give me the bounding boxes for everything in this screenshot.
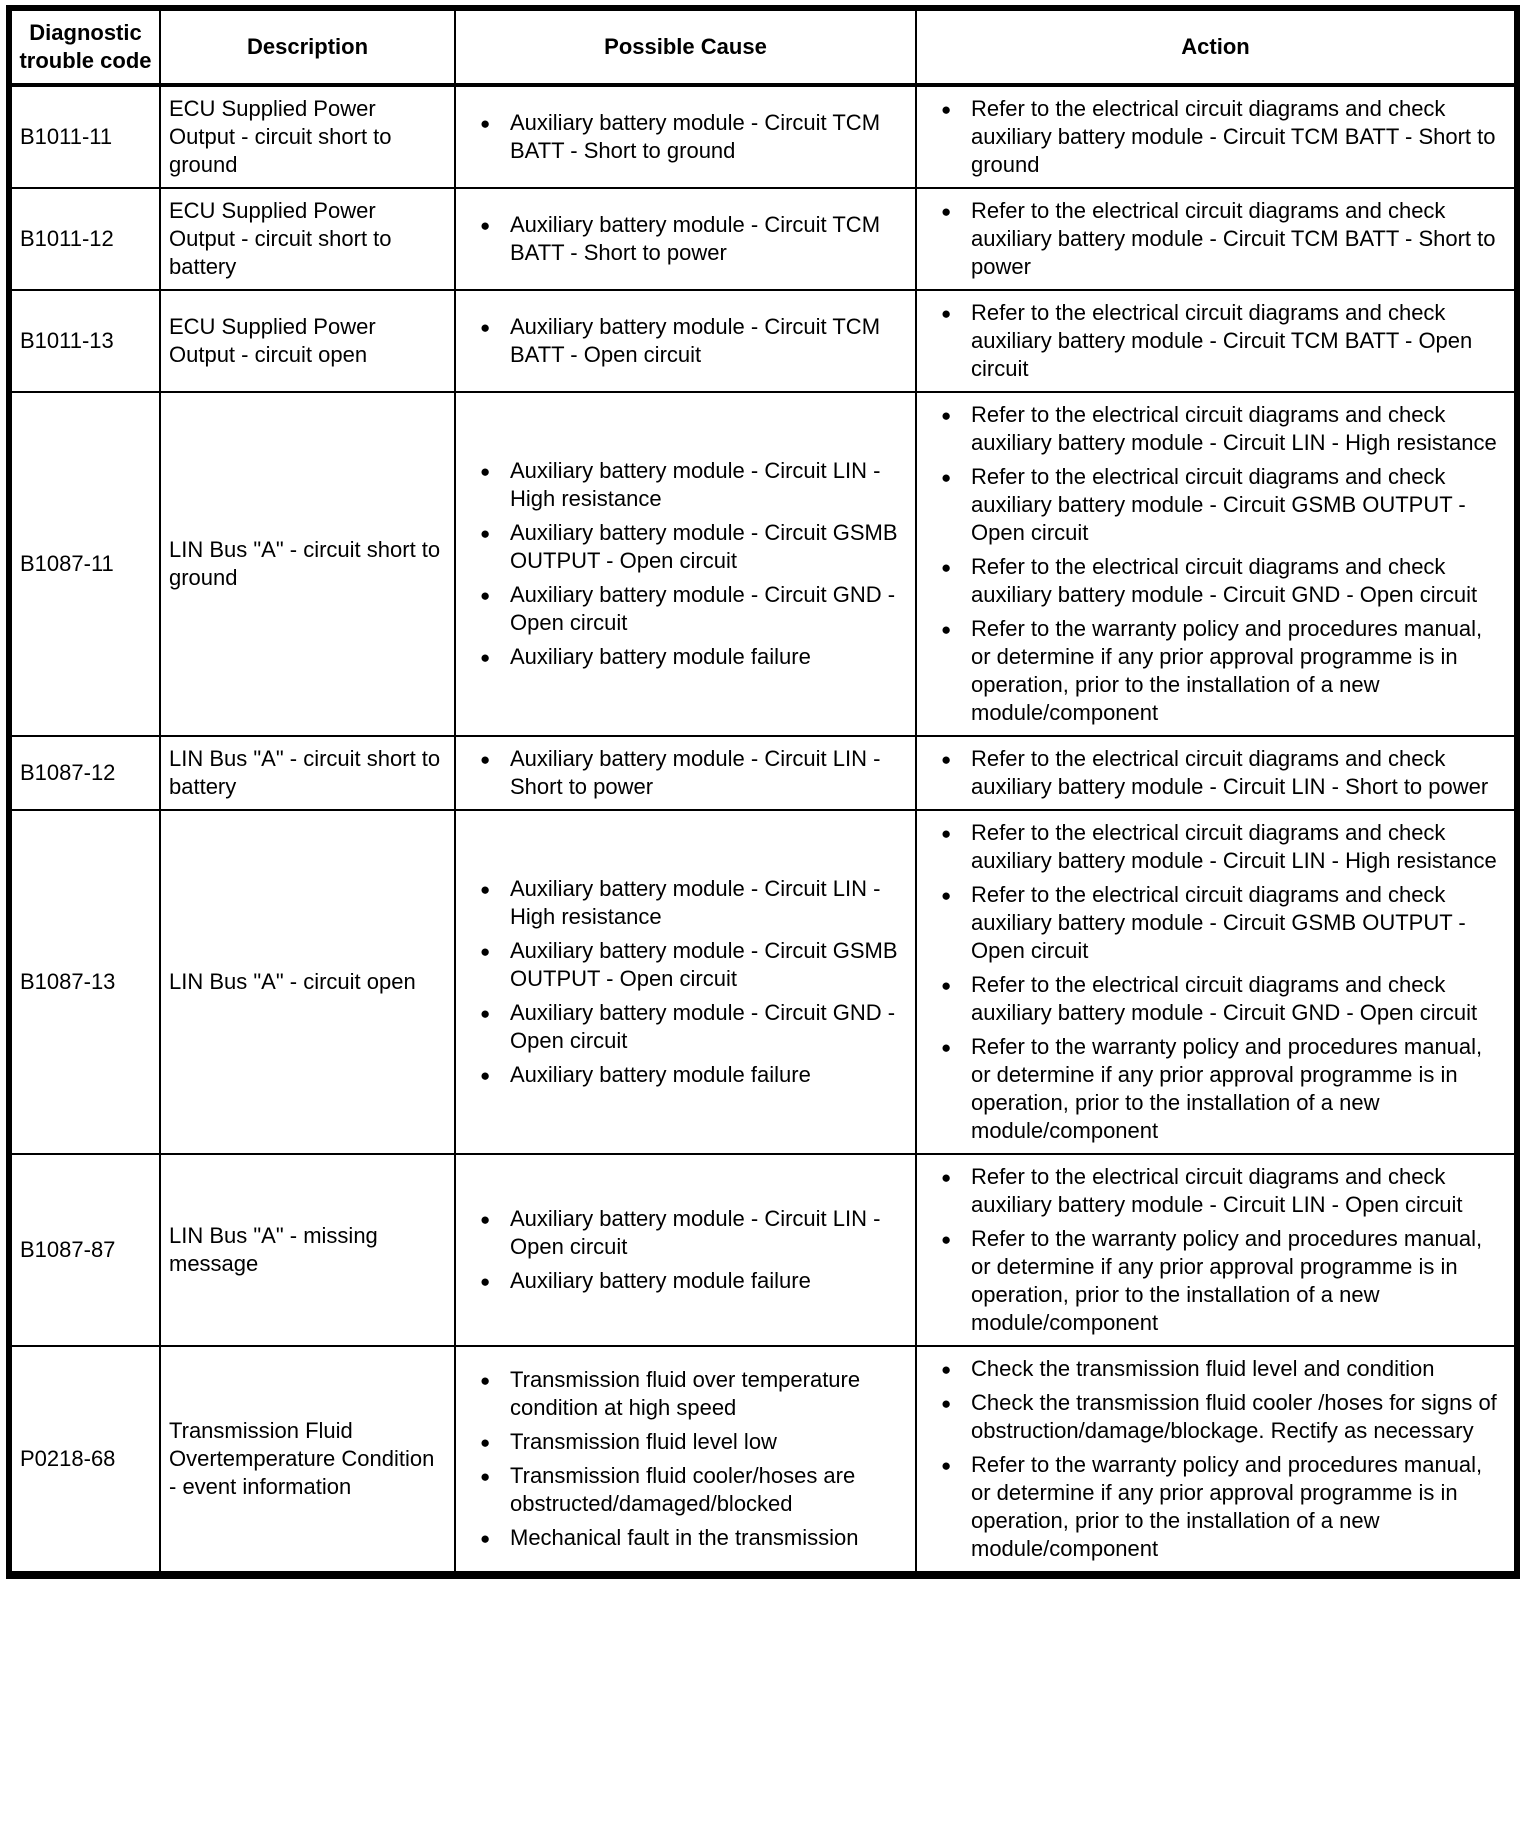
action-item-text: Refer to the warranty policy and procedures manual, or determine if any prior approval programme is in operation, prior to the installation of a new module/component [971,1034,1483,1143]
cause-item-text: Transmission fluid over temperature condition at high speed [510,1367,861,1420]
dtc-actions [916,1346,1517,1575]
action-item-text: Check the transmission fluid cooler /hoses for signs of obstruction/damage/blockage. Rectify as necessary [971,1390,1497,1443]
action-item [937,1451,1502,1563]
dtc-actions [916,810,1517,1154]
bullet-icon: ● [480,648,491,667]
cause-item [476,519,903,575]
action-item-text: Refer to the electrical circuit diagrams and check auxiliary battery module - Circuit LIN - High resistance [971,402,1497,455]
bullet-icon: ● [941,1230,952,1249]
dtc-actions [916,1154,1517,1346]
action-item [937,881,1502,965]
dtc-possible-causes [455,1346,916,1575]
action-item-text: Check the transmission fluid level and condition [971,1356,1435,1381]
header-description: Description [160,8,455,85]
cause-item-text: Auxiliary battery module failure [510,1268,811,1293]
action-list [925,1163,1506,1337]
dtc-description: LIN Bus "A" - circuit short to ground [160,392,455,736]
bullet-icon: ● [941,1394,952,1413]
cause-item [476,1267,903,1295]
action-list [925,95,1506,179]
bullet-icon: ● [480,942,491,961]
bullet-icon: ● [941,620,952,639]
cause-list [464,211,907,267]
dtc-table-body [9,85,1517,1575]
dtc-possible-causes [455,85,916,188]
bullet-icon: ● [480,524,491,543]
action-item [937,553,1502,609]
bullet-icon: ● [480,318,491,337]
cause-item [476,109,903,165]
bullet-icon: ● [941,406,952,425]
action-item-text: Refer to the electrical circuit diagrams and check auxiliary battery module - Circuit TCM BATT - Short to ground [971,96,1496,177]
cause-item [476,457,903,513]
action-item [937,1355,1502,1383]
dtc-code: P0218-68 [9,1346,160,1575]
bullet-icon: ● [941,1038,952,1057]
dtc-table-header [9,8,1517,85]
dtc-possible-causes [455,810,916,1154]
bullet-icon: ● [941,202,952,221]
bullet-icon: ● [480,114,491,133]
cause-list [464,457,907,671]
cause-item-text: Auxiliary battery module - Circuit TCM BATT - Short to power [510,212,881,265]
cause-list [464,875,907,1089]
dtc-description: ECU Supplied Power Output - circuit short to ground [160,85,455,188]
cause-item [476,745,903,801]
cause-item-text: Auxiliary battery module - Circuit GSMB OUTPUT - Open circuit [510,520,898,573]
cause-item [476,1524,903,1552]
bullet-icon: ● [480,880,491,899]
action-item-text: Refer to the electrical circuit diagrams and check auxiliary battery module - Circuit GND - Open circuit [971,972,1478,1025]
dtc-code: B1087-13 [9,810,160,1154]
dtc-possible-causes [455,736,916,810]
bullet-icon: ● [480,750,491,769]
action-item [937,819,1502,875]
action-item [937,299,1502,383]
action-list [925,401,1506,727]
table-row [9,1346,1517,1575]
cause-list [464,313,907,369]
dtc-actions [916,85,1517,188]
action-list [925,819,1506,1145]
bullet-icon: ● [941,824,952,843]
dtc-table [6,5,1520,1579]
dtc-code: B1011-13 [9,290,160,392]
dtc-code: B1011-12 [9,188,160,290]
action-item-text: Refer to the electrical circuit diagrams and check auxiliary battery module - Circuit GSMB OUTPUT - Open circuit [971,882,1466,963]
dtc-code: B1087-11 [9,392,160,736]
action-item [937,1389,1502,1445]
cause-item [476,937,903,993]
bullet-icon: ● [480,216,491,235]
bullet-icon: ● [941,1360,952,1379]
header-row [9,8,1517,85]
action-item [937,745,1502,801]
action-item-text: Refer to the electrical circuit diagrams and check auxiliary battery module - Circuit GSMB OUTPUT - Open circuit [971,464,1466,545]
bullet-icon: ● [941,468,952,487]
bullet-icon: ● [941,558,952,577]
bullet-icon: ● [941,976,952,995]
action-item [937,1033,1502,1145]
cause-list [464,1205,907,1295]
table-row [9,736,1517,810]
bullet-icon: ● [941,1168,952,1187]
action-item [937,95,1502,179]
bullet-icon: ● [941,1456,952,1475]
cause-item-text: Auxiliary battery module - Circuit GND - Open circuit [510,1000,896,1053]
action-item [937,1225,1502,1337]
action-item-text: Refer to the warranty policy and procedures manual, or determine if any prior approval programme is in operation, prior to the installation of a new module/component [971,616,1483,725]
dtc-description: LIN Bus "A" - missing message [160,1154,455,1346]
action-item [937,463,1502,547]
cause-item-text: Auxiliary battery module - Circuit GND - Open circuit [510,582,896,635]
dtc-code: B1011-11 [9,85,160,188]
cause-list [464,109,907,165]
dtc-actions [916,290,1517,392]
bullet-icon: ● [480,1371,491,1390]
dtc-code: B1087-87 [9,1154,160,1346]
action-item [937,971,1502,1027]
bullet-icon: ● [480,1529,491,1548]
table-row [9,1154,1517,1346]
dtc-possible-causes [455,1154,916,1346]
dtc-possible-causes [455,188,916,290]
cause-item-text: Auxiliary battery module failure [510,644,811,669]
action-item-text: Refer to the electrical circuit diagrams and check auxiliary battery module - Circuit LIN - Open circuit [971,1164,1463,1217]
action-item-text: Refer to the electrical circuit diagrams and check auxiliary battery module - Circuit TCM BATT - Open circuit [971,300,1473,381]
dtc-description: ECU Supplied Power Output - circuit open [160,290,455,392]
bullet-icon: ● [480,586,491,605]
action-list [925,745,1506,801]
action-list [925,197,1506,281]
table-row [9,290,1517,392]
cause-item [476,313,903,369]
dtc-actions [916,392,1517,736]
cause-item-text: Auxiliary battery module - Circuit TCM BATT - Open circuit [510,314,881,367]
bullet-icon: ● [480,1272,491,1291]
cause-item [476,875,903,931]
dtc-description: LIN Bus "A" - circuit open [160,810,455,1154]
cause-item [476,1366,903,1422]
cause-item [476,1205,903,1261]
bullet-icon: ● [941,304,952,323]
cause-list [464,745,907,801]
bullet-icon: ● [480,1004,491,1023]
action-item [937,401,1502,457]
cause-item [476,999,903,1055]
action-item-text: Refer to the warranty policy and procedures manual, or determine if any prior approval programme is in operation, prior to the installation of a new module/component [971,1452,1483,1561]
cause-item-text: Auxiliary battery module - Circuit LIN - Short to power [510,746,881,799]
cause-item-text: Auxiliary battery module failure [510,1062,811,1087]
action-list [925,299,1506,383]
dtc-actions [916,736,1517,810]
dtc-code: B1087-12 [9,736,160,810]
action-item-text: Refer to the electrical circuit diagrams and check auxiliary battery module - Circuit LIN - Short to power [971,746,1489,799]
dtc-description: Transmission Fluid Overtemperature Condition - event information [160,1346,455,1575]
action-item-text: Refer to the electrical circuit diagrams and check auxiliary battery module - Circuit GND - Open circuit [971,554,1478,607]
dtc-possible-causes [455,392,916,736]
cause-item-text: Auxiliary battery module - Circuit GSMB OUTPUT - Open circuit [510,938,898,991]
bullet-icon: ● [480,1433,491,1452]
action-item [937,197,1502,281]
header-diagnostic-trouble-code: Diagnostic trouble code [9,8,160,85]
table-row [9,810,1517,1154]
action-item [937,1163,1502,1219]
cause-item-text: Auxiliary battery module - Circuit LIN - High resistance [510,458,881,511]
action-item-text: Refer to the electrical circuit diagrams and check auxiliary battery module - Circuit TCM BATT - Short to power [971,198,1496,279]
bullet-icon: ● [480,1066,491,1085]
cause-item-text: Auxiliary battery module - Circuit TCM BATT - Short to ground [510,110,881,163]
cause-item-text: Mechanical fault in the transmission [510,1525,859,1550]
header-possible-cause: Possible Cause [455,8,916,85]
bullet-icon: ● [941,886,952,905]
cause-item [476,581,903,637]
cause-item [476,211,903,267]
dtc-possible-causes [455,290,916,392]
action-item-text: Refer to the warranty policy and procedures manual, or determine if any prior approval programme is in operation, prior to the installation of a new module/component [971,1226,1483,1335]
table-row [9,85,1517,188]
table-row [9,392,1517,736]
cause-item-text: Transmission fluid level low [510,1429,777,1454]
header-action: Action [916,8,1517,85]
dtc-actions [916,188,1517,290]
bullet-icon: ● [480,462,491,481]
cause-item [476,1428,903,1456]
action-list [925,1355,1506,1563]
bullet-icon: ● [941,750,952,769]
cause-item [476,1462,903,1518]
cause-item-text: Transmission fluid cooler/hoses are obstructed/damaged/blocked [510,1463,856,1516]
cause-item [476,1061,903,1089]
action-item [937,615,1502,727]
cause-item-text: Auxiliary battery module - Circuit LIN - High resistance [510,876,881,929]
dtc-description: ECU Supplied Power Output - circuit short to battery [160,188,455,290]
bullet-icon: ● [480,1210,491,1229]
cause-list [464,1366,907,1552]
cause-item-text: Auxiliary battery module - Circuit LIN - Open circuit [510,1206,881,1259]
bullet-icon: ● [480,1467,491,1486]
table-row [9,188,1517,290]
action-item-text: Refer to the electrical circuit diagrams and check auxiliary battery module - Circuit LIN - High resistance [971,820,1497,873]
dtc-description: LIN Bus "A" - circuit short to battery [160,736,455,810]
bullet-icon: ● [941,100,952,119]
cause-item [476,643,903,671]
